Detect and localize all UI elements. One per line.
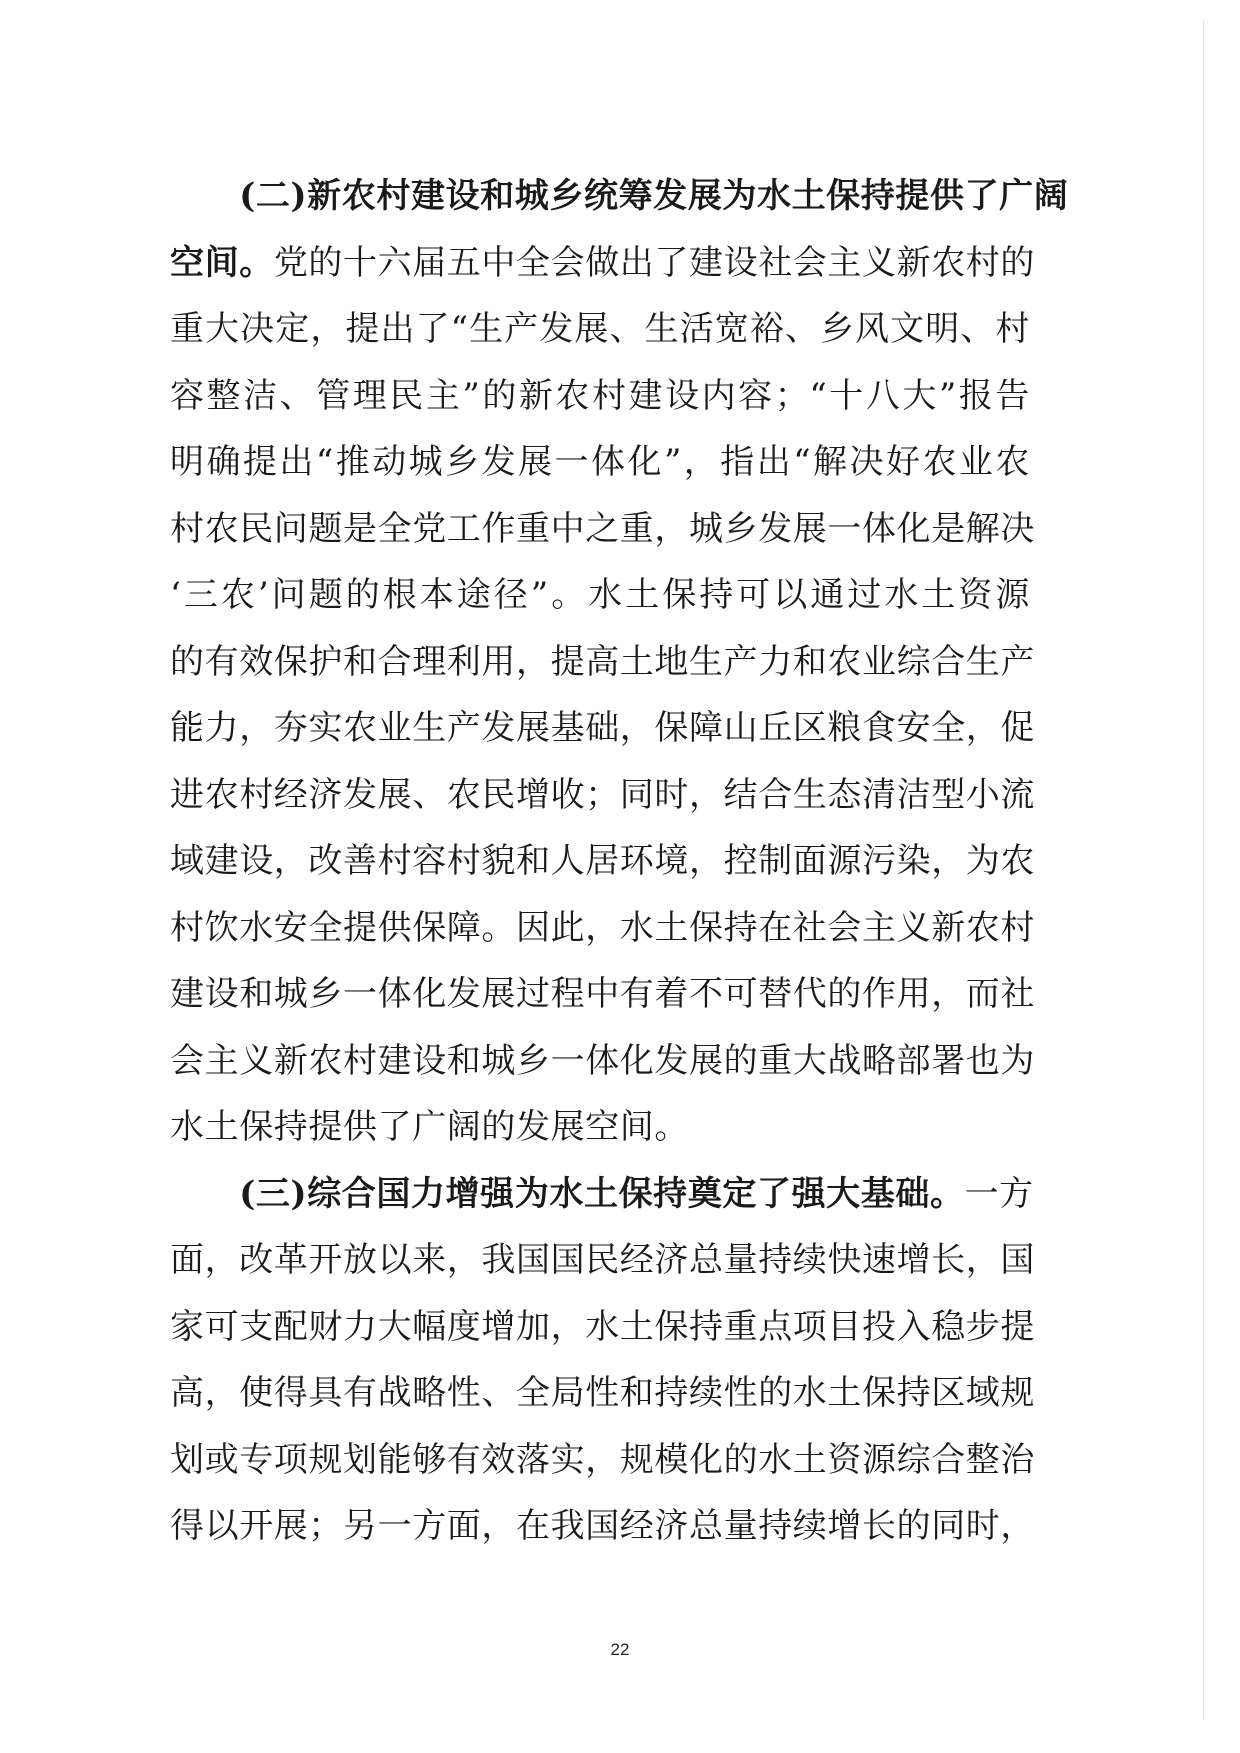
text-line: 面，改革开放以来，我国国民经济总量持续快速增长，国 <box>170 1240 1035 1280</box>
text-line: 划或专项规划能够有效落实，规模化的水土资源综合整治 <box>170 1439 1035 1480</box>
page-number: 22 <box>610 1640 630 1659</box>
scan-edge-line <box>1203 20 1204 1720</box>
text-line: (三)综合国力增强为水土保持奠定了强大基础。一方 <box>170 1173 1034 1214</box>
text-line: 重大决定，提出了“生产发展、生活宽裕、乡风文明、村 <box>170 309 1030 349</box>
text-line: 进农村经济发展、农民增收；同时，结合生态清洁型小流 <box>170 774 1035 815</box>
text-line: 高，使得具有战略性、全局性和持续性的水土保持区域规 <box>170 1373 1035 1413</box>
text-line: 会主义新农村建设和城乡一体化发展的重大战略部署也为 <box>170 1040 1035 1081</box>
text-line: 得以开展；另一方面，在我国经济总量持续增长的同时， <box>170 1506 1035 1546</box>
text-line: 域建设，改善村容村貌和人居环境，控制面源污染，为农 <box>170 841 1035 881</box>
text-line: 容整洁、管理民主”的新农村建设内容；“十八大”报告 <box>170 375 1030 416</box>
text-line: 家可支配财力大幅度增加，水土保持重点项目投入稳步提 <box>170 1306 1035 1347</box>
text-line: ‘三农’问题的根本途径”。水土保持可以通过水土资源 <box>170 575 1030 615</box>
text-line: 能力，夯实农业生产发展基础，保障山丘区粮食安全，促 <box>170 708 1035 748</box>
text-line: 村农民问题是全党工作重中之重，城乡发展一体化是解决 <box>170 508 1035 549</box>
body-text <box>170 163 1069 1560</box>
text-line: 空间。党的十六届五中全会做出了建设社会主义新农村的 <box>170 242 1036 283</box>
section-heading: (三)综合国力增强为水土保持奠定了强大基础。 <box>170 1173 965 1214</box>
text-line: 建设和城乡一体化发展过程中有着不可替代的作用，而社 <box>170 974 1035 1014</box>
text-line <box>170 163 1069 230</box>
section-heading: 空间。 <box>170 242 274 283</box>
text-line: 水土保持提供了广阔的发展空间。 <box>170 1107 689 1147</box>
text-line: 明确提出“推动城乡发展一体化”，指出“解决好农业农 <box>170 442 1030 482</box>
text-line: 的有效保护和合理利用，提高土地生产力和农业综合生产 <box>170 641 1035 682</box>
section-heading: (二)新农村建设和城乡统筹发展为水土保持提供了广阔 <box>170 176 1069 216</box>
text-line: 村饮水安全提供保障。因此，水土保持在社会主义新农村 <box>170 907 1035 948</box>
